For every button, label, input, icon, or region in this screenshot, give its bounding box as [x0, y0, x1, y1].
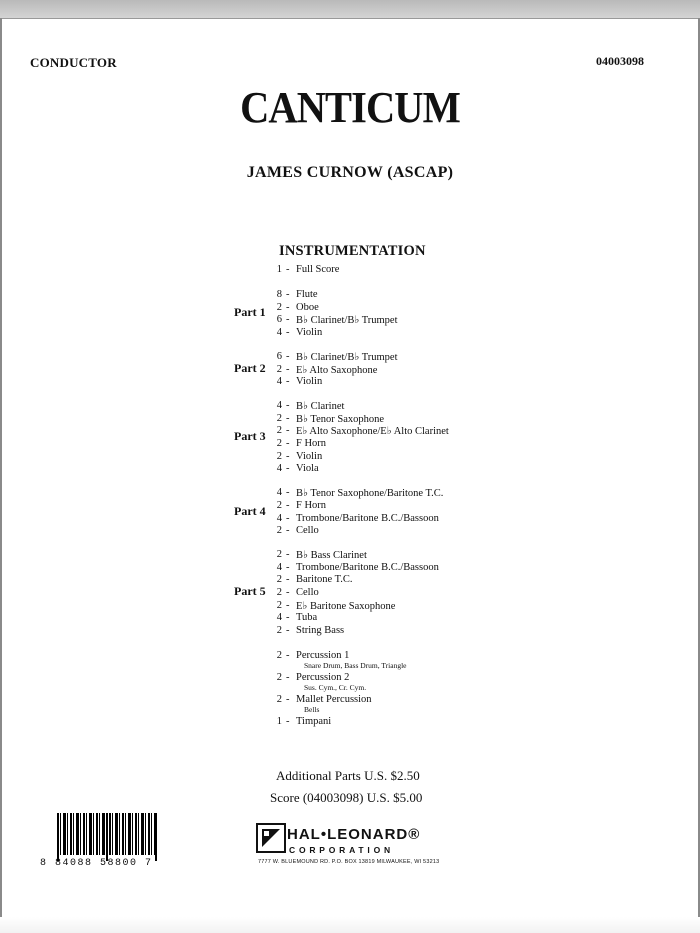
composer-name: JAMES CURNOW (ASCAP) — [246, 164, 454, 181]
instrument-name: B♭ Clarinet/B♭ Trumpet — [296, 351, 398, 363]
barcode-guard-right — [155, 813, 157, 861]
dash: - — [286, 672, 290, 683]
publisher-name: HAL•LEONARD® — [287, 826, 421, 843]
instrument-name: Tuba — [296, 612, 318, 624]
percussion-detail: Sus. Cym., Cr. Cym. — [304, 682, 367, 692]
instrument-name: Mallet Percussion — [296, 694, 372, 706]
quantity: 2 — [276, 412, 282, 424]
instrument-name: B♭ Tenor Saxophone/Baritone T.C. — [296, 488, 444, 500]
dash: - — [286, 512, 290, 524]
dash: - — [286, 363, 290, 375]
quantity: 8 — [276, 289, 282, 300]
quantity: 1 — [276, 716, 282, 728]
quantity: 2 — [276, 649, 282, 661]
instrument-name: B♭ Bass Clarinet — [296, 550, 367, 562]
quantity: 2 — [276, 525, 282, 537]
quantity: 2 — [276, 574, 282, 586]
hal-leonard-logo-icon — [256, 823, 286, 853]
additional-parts-price: Additional Parts U.S. $2.50 — [276, 768, 420, 783]
quantity: 2 — [276, 694, 282, 706]
barcode-digits: 8 84088 58800 7 — [40, 858, 153, 869]
dash: - — [286, 289, 290, 300]
catalog-number: 04003098 — [596, 54, 644, 68]
quantity: 2 — [276, 438, 282, 449]
part-label: Part 3 — [234, 429, 266, 443]
quantity: 2 — [276, 587, 282, 598]
quantity: 2 — [276, 599, 282, 611]
instrument-name: Violin — [296, 376, 323, 388]
dash: - — [286, 561, 290, 573]
instrument-name: Violin — [296, 326, 323, 338]
dash: - — [286, 264, 290, 275]
quantity: 2 — [276, 450, 282, 462]
quantity: 2 — [276, 363, 282, 375]
part-label: Part 5 — [234, 584, 266, 599]
dash: - — [286, 438, 290, 449]
dash: - — [286, 716, 290, 728]
part-label: Part 1 — [234, 305, 266, 320]
instrument-name: Flute — [296, 289, 318, 300]
dash: - — [286, 412, 290, 424]
quantity: 2 — [276, 425, 282, 437]
percussion-detail: Bells — [304, 704, 320, 714]
dash: - — [286, 301, 290, 313]
quantity: 2 — [276, 672, 282, 683]
top-border-bar — [0, 0, 700, 19]
dash: - — [286, 326, 290, 338]
quantity: 4 — [276, 512, 282, 524]
dash: - — [286, 549, 290, 561]
instrument-name: F Horn — [296, 438, 327, 449]
part-label: Part 4 — [234, 503, 266, 518]
dash: - — [286, 694, 290, 706]
instrument-name: Trombone/Baritone B.C./Bassoon — [296, 512, 439, 524]
instrument-name: Baritone T.C. — [296, 574, 353, 586]
page-title: CANTICUM — [240, 83, 460, 132]
instrument-name: Trombone/Baritone B.C./Bassoon — [296, 561, 439, 573]
dash: - — [286, 487, 290, 499]
quantity: 4 — [276, 561, 282, 573]
instrument-name: String Bass — [296, 624, 345, 636]
instrument-name: E♭ Baritone Saxophone — [296, 600, 396, 612]
score-price: Score (04003098) U.S. $5.00 — [270, 790, 423, 805]
instrument-name: Cello — [296, 587, 319, 598]
instrument-name: Percussion 2 — [296, 672, 350, 683]
instrument-name: B♭ Clarinet — [296, 401, 345, 413]
instrument-name: Percussion 1 — [296, 649, 350, 661]
edition-label: CONDUCTOR — [30, 55, 117, 70]
instrument-name: Violin — [296, 450, 323, 462]
quantity: 4 — [276, 326, 282, 338]
dash: - — [286, 350, 290, 362]
dash: - — [286, 499, 290, 511]
dash: - — [286, 450, 290, 462]
dash: - — [286, 587, 290, 598]
quantity: 6 — [276, 314, 282, 326]
quantity: 2 — [276, 549, 282, 561]
instrument-name: E♭ Alto Saxophone — [296, 364, 378, 376]
left-border — [0, 18, 2, 933]
instrument-name: Cello — [296, 525, 319, 537]
bottom-strip — [0, 917, 700, 933]
instrument-name: B♭ Clarinet/B♭ Trumpet — [296, 315, 398, 327]
instrument-name: Viola — [296, 463, 319, 475]
instrument-name: Full Score — [296, 264, 340, 275]
dash: - — [286, 574, 290, 586]
quantity: 2 — [276, 301, 282, 313]
part-label: Part 2 — [234, 360, 266, 375]
instrument-name: E♭ Alto Saxophone/E♭ Alto Clarinet — [296, 426, 449, 438]
quantity: 2 — [276, 624, 282, 636]
barcode-guard-left — [57, 813, 59, 861]
quantity: 4 — [276, 612, 282, 624]
quantity: 4 — [276, 463, 282, 475]
quantity: 4 — [276, 400, 282, 412]
publisher-address: 7777 W. BLUEMOUND RD. P.O. BOX 13819 MILWAUKEE, WI 53213 — [258, 859, 440, 865]
dash: - — [286, 425, 290, 437]
instrument-name: B♭ Tenor Saxophone — [296, 413, 385, 425]
dash: - — [286, 599, 290, 611]
quantity: 4 — [276, 487, 282, 499]
dash: - — [286, 400, 290, 412]
dash: - — [286, 376, 290, 388]
dash: - — [286, 624, 290, 636]
dash: - — [286, 463, 290, 475]
instrument-name: Oboe — [296, 301, 319, 313]
quantity: 1 — [276, 264, 282, 275]
percussion-detail: Snare Drum, Bass Drum, Triangle — [304, 660, 407, 670]
instrument-name: F Horn — [296, 499, 327, 511]
quantity: 2 — [276, 499, 282, 511]
dash: - — [286, 314, 290, 326]
publisher-corporation: CORPORATION — [289, 845, 394, 855]
barcode — [57, 813, 157, 855]
quantity: 4 — [276, 376, 282, 388]
instrument-name: Timpani — [296, 716, 332, 728]
instrumentation-heading: INSTRUMENTATION — [279, 243, 426, 259]
dash: - — [286, 525, 290, 537]
dash: - — [286, 612, 290, 624]
quantity: 6 — [276, 350, 282, 362]
barcode-guard-center — [106, 813, 108, 861]
dash: - — [286, 649, 290, 661]
